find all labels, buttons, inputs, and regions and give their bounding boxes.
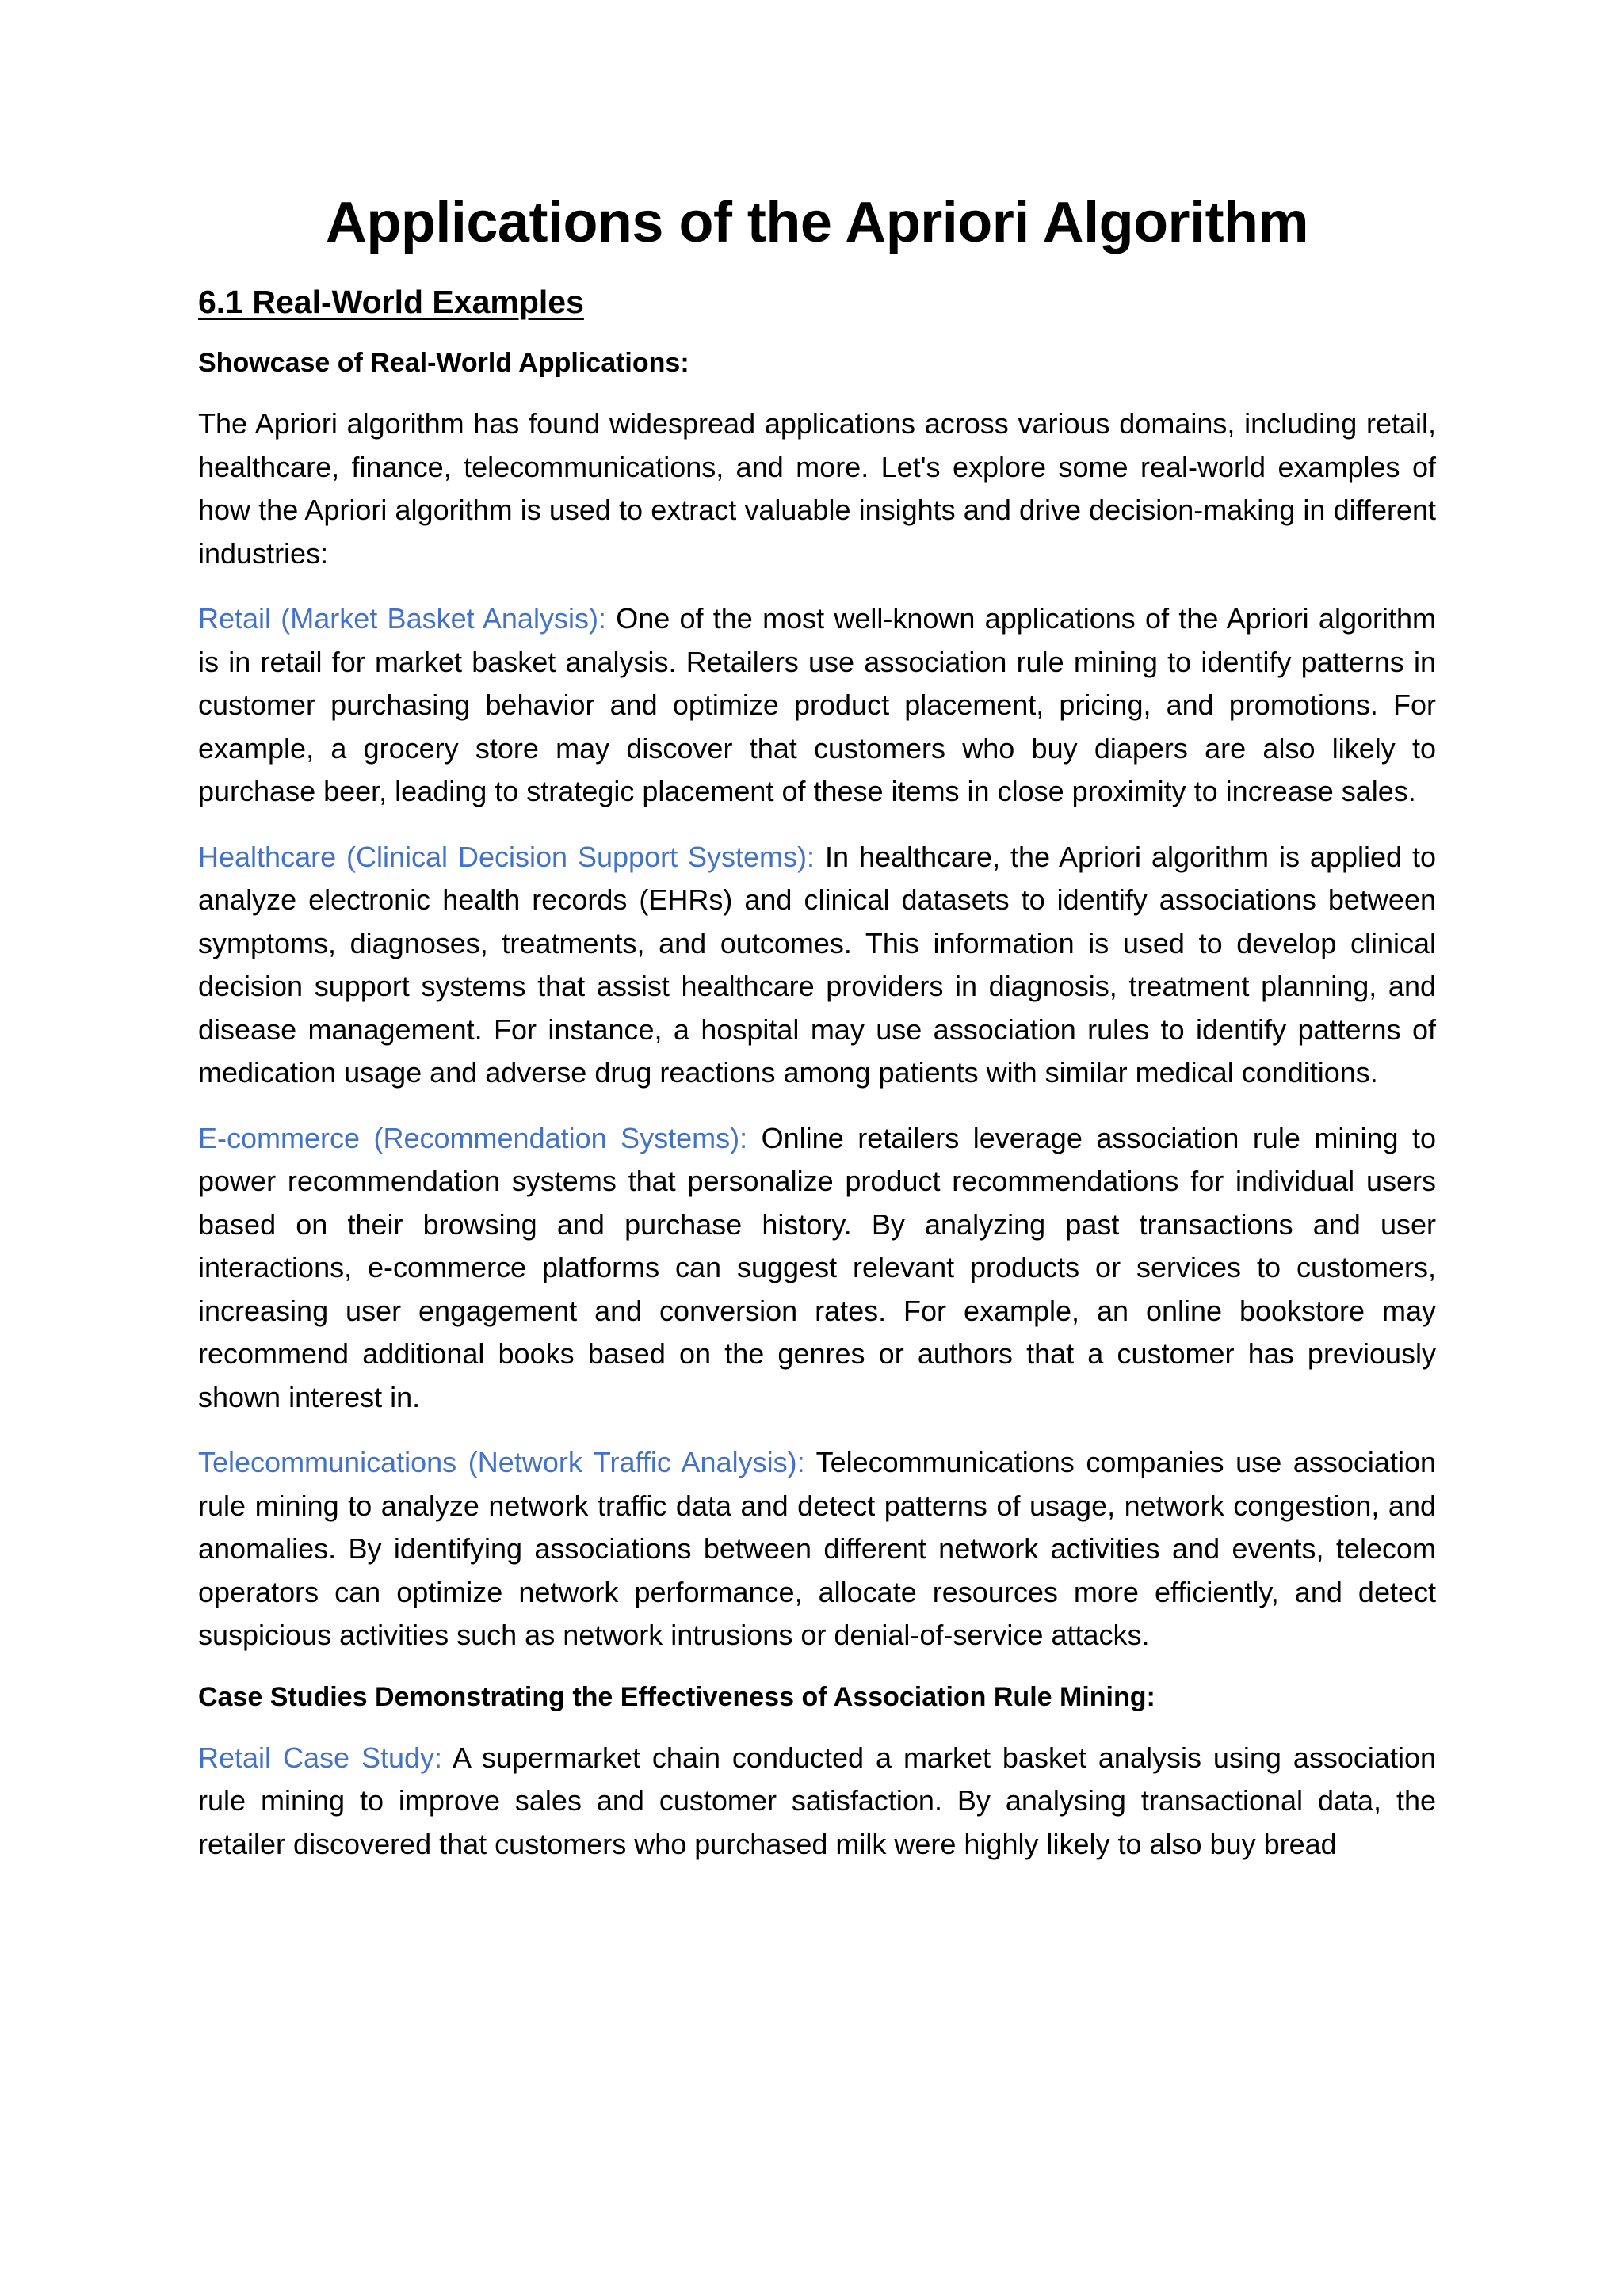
showcase-heading: Showcase of Real-World Applications: [198, 347, 689, 378]
retail-case-study-text: A supermarket chain conducted a market basket analysis using association rule mining to improve sales and customer satisfaction. By analysing transactional data, the retailer discovered that customers who purchased milk were highly likely to also buy bread [198, 1741, 1436, 1860]
document-page [198, 190, 1436, 1888]
ecommerce-lead: E-commerce (Recommendation Systems): [198, 1121, 748, 1154]
ecommerce-paragraph [198, 1117, 1436, 1420]
case-studies-heading: Case Studies Demonstrating the Effectiveness of Association Rule Mining: [198, 1681, 1155, 1712]
retail-case-study-paragraph [198, 1737, 1436, 1867]
retail-paragraph [198, 597, 1436, 814]
healthcare-paragraph [198, 836, 1436, 1095]
ecommerce-text: Online retailers leverage association rule mining to power recommendation systems that personalize product recommendations for individual users based on their browsing and purchase history. By analyzing past transactions and user interactions, e-commerce platforms can suggest relevant products or services to customers, increasing user engagement and conversion rates. For example, an online bookstore may recommend additional books based on the genres or authors that a customer has previously shown interest in. [198, 1121, 1437, 1413]
retail-case-study-lead: Retail Case Study: [198, 1741, 443, 1774]
intro-paragraph: The Apriori algorithm has found widespread applications across various domains, including retail, healthcare, finance, telecommunications, and more. Let's explore some real-world examples of how the Apriori algorithm is used to extract valuable insights and drive decision-making in different industries: [198, 407, 1436, 570]
section-heading-text: Real-World Examples [243, 283, 584, 320]
healthcare-text: In healthcare, the Apriori algorithm is applied to analyze electronic health records (EHRs) and clinical datasets to identify associations between symptoms, diagnoses, treatments, and outcomes. This information is used to develop clinical decision support systems that assist healthcare providers in diagnosis, treatment planning, and disease management. For instance, a hospital may use association rules to identify patterns of medication usage and adverse drug reactions among patients with similar medical conditions. [198, 840, 1436, 1089]
telecom-text: Telecommunications companies use association rule mining to analyze network traffic data and detect patterns of usage, network congestion, and anomalies. By identifying associations between different network activities and events, telecom operators can optimize network performance, allocate resources more efficiently, and detect suspicious activities such as network intrusions or denial-of-service attacks. [198, 1446, 1436, 1652]
section-heading [198, 283, 1436, 322]
healthcare-lead: Healthcare (Clinical Decision Support Systems): [198, 840, 815, 873]
section-number: 6.1 [198, 283, 243, 320]
retail-lead: Retail (Market Basket Analysis): [198, 602, 606, 635]
retail-text: One of the most well-known applications of the Apriori algorithm is in retail for market basket analysis. Retailers use association rule mining to identify patterns in customer purchasing behavior and optimize product placement, pricing, and promotions. For example, a grocery store may discover that customers who buy diapers are also likely to purchase beer, leading to strategic placement of these items in close proximity to increase sales. [198, 602, 1436, 808]
telecom-lead: Telecommunications (Network Traffic Analysis): [198, 1446, 805, 1479]
telecom-paragraph [198, 1441, 1436, 1657]
document-title: Applications of the Apriori Algorithm [325, 191, 1309, 254]
